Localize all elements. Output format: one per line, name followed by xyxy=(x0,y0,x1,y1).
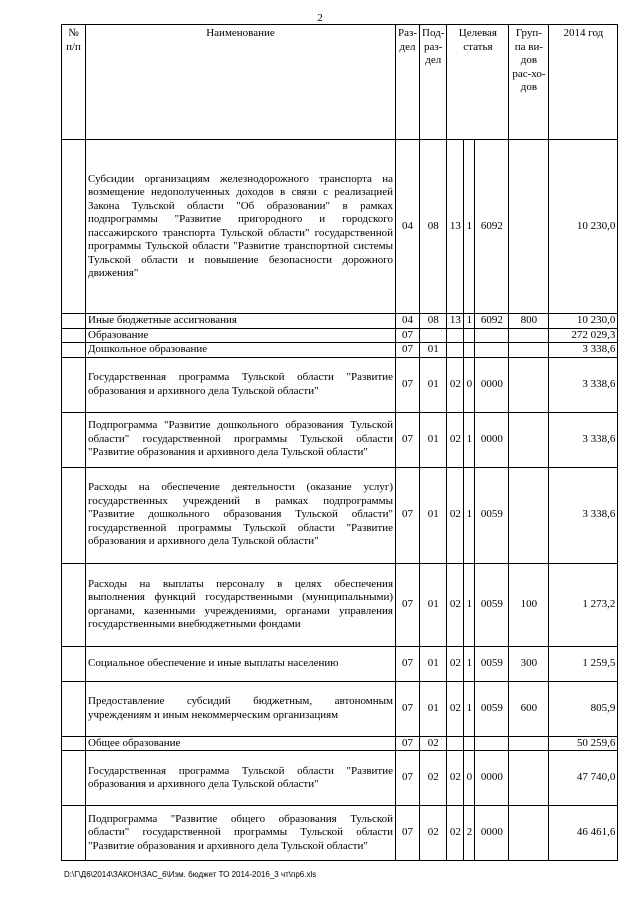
row-number-cell xyxy=(62,467,86,563)
row-name: Социальное обеспечение и иные выплаты населению xyxy=(86,646,396,681)
row-name: Предоставление субсидий бюджетным, автономным учреждениям и иным некоммерческим организациям xyxy=(86,681,396,736)
row-target-part2: 1 xyxy=(464,681,475,736)
row-name: Подпрограмма "Развитие дошкольного образования Тульской области" государственной программы Тульской области "Развитие образования и архивного дела Тульской области" xyxy=(86,412,396,467)
row-target-part3: 0000 xyxy=(475,412,509,467)
row-expense-group xyxy=(509,343,549,358)
row-target-part2 xyxy=(464,328,475,343)
row-target-part3: 6092 xyxy=(475,140,509,314)
row-amount-2014: 10 230,0 xyxy=(549,314,618,329)
row-amount-2014: 3 338,6 xyxy=(549,357,618,412)
row-razdel: 07 xyxy=(396,343,420,358)
row-razdel: 07 xyxy=(396,646,420,681)
row-razdel: 07 xyxy=(396,412,420,467)
table-row xyxy=(62,357,618,412)
table-row xyxy=(62,328,618,343)
table-row xyxy=(62,314,618,329)
table-row xyxy=(62,412,618,467)
row-target-part1: 02 xyxy=(447,681,464,736)
row-target-part1 xyxy=(447,328,464,343)
row-amount-2014: 1 259,5 xyxy=(549,646,618,681)
row-name: Государственная программа Тульской области "Развитие образования и архивного дела Тульской области" xyxy=(86,751,396,806)
row-expense-group xyxy=(509,328,549,343)
row-podrazdel: 02 xyxy=(420,751,447,806)
row-amount-2014: 272 029,3 xyxy=(549,328,618,343)
row-podrazdel: 01 xyxy=(420,357,447,412)
row-podrazdel: 01 xyxy=(420,681,447,736)
row-target-part2: 1 xyxy=(464,412,475,467)
table-row xyxy=(62,563,618,646)
budget-table xyxy=(61,24,618,861)
row-target-part3 xyxy=(475,328,509,343)
row-target-part2: 2 xyxy=(464,806,475,861)
footer-file-path: D:\Г\Д6\2014\ЗАКОН\ЗАС_6\Изм. бюджет ТО 2014-2016_3 чт\пр6.xls xyxy=(64,870,317,879)
row-target-part2: 0 xyxy=(464,357,475,412)
row-podrazdel: 01 xyxy=(420,563,447,646)
row-target-part2 xyxy=(464,343,475,358)
row-target-part3: 0000 xyxy=(475,751,509,806)
row-razdel: 04 xyxy=(396,314,420,329)
row-number-cell xyxy=(62,751,86,806)
row-expense-group xyxy=(509,806,549,861)
row-name: Подпрограмма "Развитие общего образования Тульской области" государственной программы Тульской области "Развитие образования и архивного дела Тульской области" xyxy=(86,806,396,861)
row-podrazdel: 01 xyxy=(420,343,447,358)
row-razdel: 07 xyxy=(396,357,420,412)
row-amount-2014: 1 273,2 xyxy=(549,563,618,646)
row-amount-2014: 10 230,0 xyxy=(549,140,618,314)
row-podrazdel: 02 xyxy=(420,736,447,751)
table-row xyxy=(62,467,618,563)
row-target-part2: 1 xyxy=(464,140,475,314)
row-target-part1 xyxy=(447,343,464,358)
row-podrazdel: 01 xyxy=(420,467,447,563)
row-expense-group: 100 xyxy=(509,563,549,646)
header-year: 2014 год xyxy=(549,25,618,140)
row-number-cell xyxy=(62,736,86,751)
row-target-part2 xyxy=(464,736,475,751)
row-podrazdel: 02 xyxy=(420,806,447,861)
row-amount-2014: 46 461,6 xyxy=(549,806,618,861)
row-podrazdel: 01 xyxy=(420,646,447,681)
row-target-part3: 6092 xyxy=(475,314,509,329)
row-amount-2014: 47 740,0 xyxy=(549,751,618,806)
row-target-part3: 0059 xyxy=(475,467,509,563)
row-razdel: 07 xyxy=(396,563,420,646)
row-name: Государственная программа Тульской области "Развитие образования и архивного дела Тульской области" xyxy=(86,357,396,412)
row-target-part1: 02 xyxy=(447,357,464,412)
page-number: 2 xyxy=(317,12,323,24)
row-razdel: 04 xyxy=(396,140,420,314)
row-expense-group xyxy=(509,357,549,412)
row-target-part2: 1 xyxy=(464,314,475,329)
row-name: Общее образование xyxy=(86,736,396,751)
row-target-part3: 0000 xyxy=(475,806,509,861)
row-target-part1 xyxy=(447,736,464,751)
table-row xyxy=(62,751,618,806)
row-name: Дошкольное образование xyxy=(86,343,396,358)
row-target-part1: 13 xyxy=(447,314,464,329)
row-name: Образование xyxy=(86,328,396,343)
row-name: Расходы на выплаты персоналу в целях обеспечения выполнения функций государственными (муниципальными) органами, казенными учреждениями, органами управления государственными внебюджетными фондами xyxy=(86,563,396,646)
row-target-part2: 1 xyxy=(464,467,475,563)
row-expense-group xyxy=(509,467,549,563)
row-target-part1: 13 xyxy=(447,140,464,314)
row-target-part2: 0 xyxy=(464,751,475,806)
row-expense-group: 800 xyxy=(509,314,549,329)
header-podrazdel: Под-раз-дел xyxy=(420,25,447,140)
header-name: Наименование xyxy=(86,25,396,140)
row-number-cell xyxy=(62,681,86,736)
row-expense-group: 300 xyxy=(509,646,549,681)
row-target-part1: 02 xyxy=(447,646,464,681)
row-number-cell xyxy=(62,328,86,343)
header-razdel: Раз-дел xyxy=(396,25,420,140)
row-name: Иные бюджетные ассигнования xyxy=(86,314,396,329)
table-row xyxy=(62,140,618,314)
row-name: Расходы на обеспечение деятельности (оказание услуг) государственных учреждений в рамках подпрограммы "Развитие дошкольного образования Тульской области" государственной программы Тульской области "Развитие образования и архивного дела Тульской области" xyxy=(86,467,396,563)
row-expense-group xyxy=(509,736,549,751)
header-target: Целевая статья xyxy=(447,25,509,140)
row-expense-group: 600 xyxy=(509,681,549,736)
row-razdel: 07 xyxy=(396,681,420,736)
row-amount-2014: 3 338,6 xyxy=(549,467,618,563)
row-razdel: 07 xyxy=(396,751,420,806)
header-num: № п/п xyxy=(62,25,86,140)
row-razdel: 07 xyxy=(396,806,420,861)
row-target-part1: 02 xyxy=(447,751,464,806)
row-target-part3: 0000 xyxy=(475,357,509,412)
header-group: Груп-па ви-дов рас-хо-дов xyxy=(509,25,549,140)
row-number-cell xyxy=(62,412,86,467)
row-target-part2: 1 xyxy=(464,563,475,646)
row-target-part2: 1 xyxy=(464,646,475,681)
row-razdel: 07 xyxy=(396,467,420,563)
row-target-part1: 02 xyxy=(447,806,464,861)
row-target-part3: 0059 xyxy=(475,563,509,646)
row-target-part1: 02 xyxy=(447,412,464,467)
row-name: Субсидии организациям железнодорожного транспорта на возмещение недополученных доходов в связи с реализацией Закона Тульской области "Об образовании" в рамках подпрограммы "Развитие пригородного и городского пассажирского транспорта Тульской области" государственной программы Тульской области "Развитие транспортной системы Тульской области и повышение безопасности дорожного движения" xyxy=(86,140,396,314)
row-amount-2014: 3 338,6 xyxy=(549,412,618,467)
row-target-part1: 02 xyxy=(447,467,464,563)
row-number-cell xyxy=(62,806,86,861)
row-razdel: 07 xyxy=(396,328,420,343)
row-podrazdel: 01 xyxy=(420,412,447,467)
row-target-part3 xyxy=(475,343,509,358)
row-number-cell xyxy=(62,646,86,681)
table-row xyxy=(62,343,618,358)
row-number-cell xyxy=(62,563,86,646)
table-row xyxy=(62,806,618,861)
row-podrazdel: 08 xyxy=(420,140,447,314)
row-target-part3: 0059 xyxy=(475,646,509,681)
row-amount-2014: 3 338,6 xyxy=(549,343,618,358)
row-target-part1: 02 xyxy=(447,563,464,646)
table-row xyxy=(62,646,618,681)
table-row xyxy=(62,681,618,736)
row-razdel: 07 xyxy=(396,736,420,751)
row-number-cell xyxy=(62,314,86,329)
row-podrazdel: 08 xyxy=(420,314,447,329)
row-number-cell xyxy=(62,343,86,358)
row-number-cell xyxy=(62,357,86,412)
row-target-part3: 0059 xyxy=(475,681,509,736)
header-row xyxy=(62,25,618,140)
row-expense-group xyxy=(509,751,549,806)
table-row xyxy=(62,736,618,751)
row-expense-group xyxy=(509,140,549,314)
row-target-part3 xyxy=(475,736,509,751)
row-expense-group xyxy=(509,412,549,467)
row-amount-2014: 50 259,6 xyxy=(549,736,618,751)
row-amount-2014: 805,9 xyxy=(549,681,618,736)
row-number-cell xyxy=(62,140,86,314)
row-podrazdel xyxy=(420,328,447,343)
